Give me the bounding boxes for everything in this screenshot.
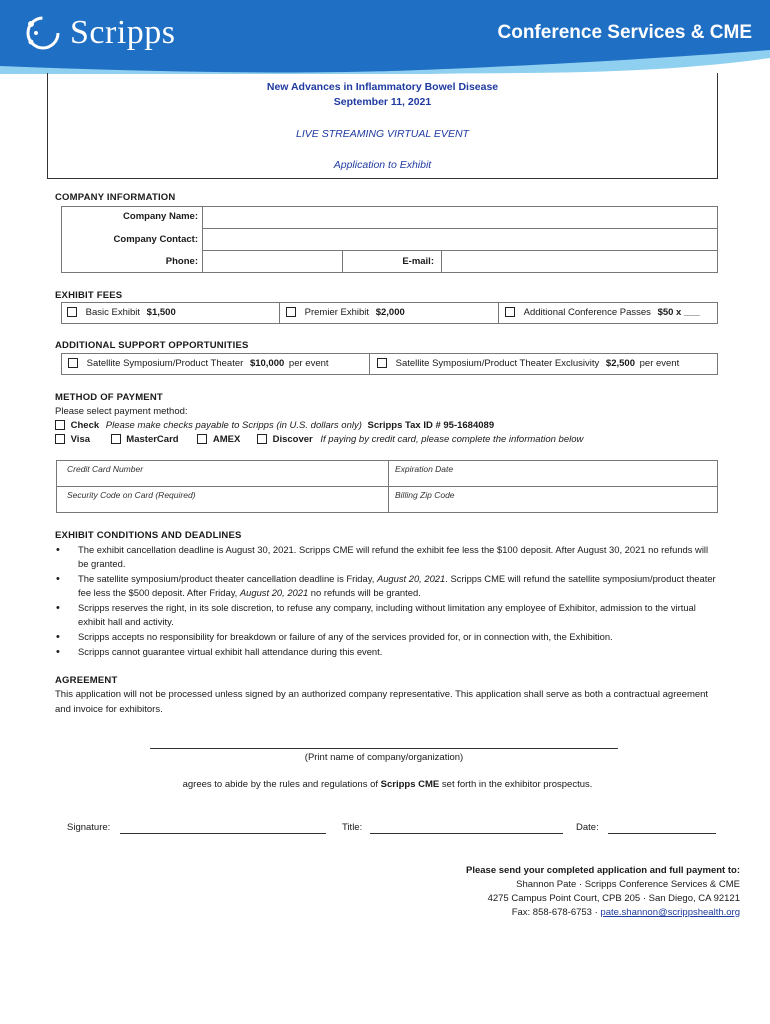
satellite-symposium-suffix: per event xyxy=(288,358,329,369)
condition-text: The satellite symposium/product theater cancellation deadline is Friday, xyxy=(78,573,377,584)
conditions-list xyxy=(55,543,720,660)
satellite-symposium-checkbox[interactable] xyxy=(68,358,78,368)
page-header xyxy=(0,0,770,74)
satellite-exclusivity-option[interactable] xyxy=(377,358,679,369)
abide-text-end: set forth in the exhibitor prospectus. xyxy=(439,779,593,790)
visa-checkbox[interactable] xyxy=(55,434,65,444)
list-item xyxy=(55,601,720,629)
date-label: Date: xyxy=(576,822,599,833)
premier-exhibit-label: Premier Exhibit xyxy=(304,307,370,318)
amex-checkbox[interactable] xyxy=(197,434,207,444)
print-name-caption: (Print name of company/organization) xyxy=(304,752,464,763)
payment-instruction: Please select payment method: xyxy=(55,406,188,417)
signature-line[interactable] xyxy=(120,833,326,834)
amex-label: AMEX xyxy=(212,434,241,445)
event-type: LIVE STREAMING VIRTUAL EVENT xyxy=(296,128,469,140)
company-contact-field[interactable] xyxy=(202,228,718,251)
condition-text: Scripps reserves the right, in its sole discretion, to refuse any company, including without limitation any employee of Exhibitor, admission to the virtual exhibit hall and activity. xyxy=(78,602,696,627)
condition-text: no refunds will be granted. xyxy=(308,587,421,598)
agreement-text: This application will not be processed unless signed by an authorized company representative. This application shall serve as both a contractual agreement and invoice for exhibitors. xyxy=(55,689,709,715)
list-item xyxy=(55,543,720,571)
list-item xyxy=(55,572,720,600)
company-contact-label: Company Contact: xyxy=(113,234,198,245)
card-number-label: Credit Card Number xyxy=(67,464,144,474)
condition-text: Scripps cannot guarantee virtual exhibit hall attendance during this event. xyxy=(78,646,383,657)
condition-date: August 20, 2021 xyxy=(376,573,446,584)
list-item xyxy=(55,645,720,659)
contact-heading: Please send your completed application and full payment to: xyxy=(466,865,740,876)
title-box xyxy=(47,73,718,179)
support-heading: ADDITIONAL SUPPORT OPPORTUNITIES xyxy=(55,340,249,351)
premier-exhibit-price: $2,000 xyxy=(375,307,405,318)
list-item xyxy=(55,630,720,644)
satellite-exclusivity-suffix: per event xyxy=(639,358,680,369)
satellite-exclusivity-label: Satellite Symposium/Product Theater Exclusivity xyxy=(395,358,600,369)
basic-exhibit-option[interactable] xyxy=(67,307,176,318)
scripps-logo-icon xyxy=(22,12,64,54)
contact-line-2: 4275 Campus Point Court, CPB 205 · San Diego, CA 92121 xyxy=(487,893,740,904)
conditions-heading: EXHIBIT CONDITIONS AND DEADLINES xyxy=(55,530,242,541)
company-name-signature-line[interactable] xyxy=(150,748,618,749)
additional-passes-price: $50 x ___ xyxy=(657,307,700,318)
card-type-row xyxy=(55,434,583,445)
header-department-title: Conference Services & CME xyxy=(497,22,752,43)
phone-field[interactable] xyxy=(202,250,343,273)
abide-statement xyxy=(55,779,720,790)
company-name-label: Company Name: xyxy=(123,211,198,222)
abide-text: agrees to abide by the rules and regulations of xyxy=(182,779,381,790)
document-type: Application to Exhibit xyxy=(333,159,432,171)
condition-text: . Scripps CME will refund the satellite symposium/product theater fee less the $500 deposit. After Friday, xyxy=(78,573,716,598)
satellite-symposium-price: $10,000 xyxy=(249,358,285,369)
mastercard-checkbox[interactable] xyxy=(111,434,121,444)
check-label: Check xyxy=(70,420,100,431)
mastercard-label: MasterCard xyxy=(126,434,179,445)
check-note: Please make checks payable to Scripps (in U.S. dollars only) xyxy=(105,420,362,431)
satellite-symposium-option[interactable] xyxy=(68,358,329,369)
abide-org: Scripps CME xyxy=(380,779,440,790)
company-info-heading: COMPANY INFORMATION xyxy=(55,192,176,203)
security-code-label: Security Code on Card (Required) xyxy=(67,490,196,500)
premier-exhibit-checkbox[interactable] xyxy=(286,307,296,317)
check-checkbox[interactable] xyxy=(55,420,65,430)
agreement-heading: AGREEMENT xyxy=(55,675,118,686)
tax-id: Scripps Tax ID # 95-1684089 xyxy=(367,420,495,431)
additional-passes-option[interactable] xyxy=(505,307,700,318)
contact-line-1: Shannon Pate · Scripps Conference Services & CME xyxy=(516,879,740,890)
satellite-exclusivity-price: $2,500 xyxy=(605,358,635,369)
scripps-logo-text: Scripps xyxy=(70,14,176,51)
discover-checkbox[interactable] xyxy=(257,434,267,444)
email-field[interactable] xyxy=(441,250,718,273)
basic-exhibit-checkbox[interactable] xyxy=(67,307,77,317)
basic-exhibit-price: $1,500 xyxy=(146,307,176,318)
discover-label: Discover xyxy=(272,434,313,445)
premier-exhibit-option[interactable] xyxy=(286,307,405,318)
condition-text: The exhibit cancellation deadline is August 30, 2021. Scripps CME will refund the exhibit fee less the $100 deposit. After August 30, 2021 no refunds will be granted. xyxy=(78,544,709,569)
company-name-field[interactable] xyxy=(202,206,718,229)
email-link[interactable]: pate.shannon@scrippshealth.org xyxy=(600,907,740,918)
title-label: Title: xyxy=(342,822,363,833)
additional-passes-label: Additional Conference Passes xyxy=(523,307,651,318)
payment-heading: METHOD OF PAYMENT xyxy=(55,392,163,403)
date-line[interactable] xyxy=(608,833,716,834)
card-note: If paying by credit card, please complete the information below xyxy=(320,434,584,445)
email-label: E-mail: xyxy=(402,256,434,267)
visa-label: Visa xyxy=(70,434,91,445)
fax-text: Fax: 858-678-6753 · xyxy=(511,907,601,918)
title-line[interactable] xyxy=(370,833,563,834)
condition-date: August 20, 2021 xyxy=(239,587,309,598)
phone-label: Phone: xyxy=(165,256,198,267)
condition-text: Scripps accepts no responsibility for breakdown or failure of any of the services provided for, or in connection with, the Exhibition. xyxy=(78,631,613,642)
contact-fax-email xyxy=(512,907,740,918)
check-row xyxy=(55,420,494,431)
satellite-exclusivity-checkbox[interactable] xyxy=(377,358,387,368)
exhibit-fees-heading: EXHIBIT FEES xyxy=(55,290,123,301)
basic-exhibit-label: Basic Exhibit xyxy=(85,307,141,318)
additional-passes-checkbox[interactable] xyxy=(505,307,515,317)
event-name: New Advances in Inflammatory Bowel Disease xyxy=(266,81,499,93)
satellite-symposium-label: Satellite Symposium/Product Theater xyxy=(86,358,244,369)
billing-zip-label: Billing Zip Code xyxy=(395,490,455,500)
signature-label: Signature: xyxy=(67,822,111,833)
event-date: September 11, 2021 xyxy=(333,96,432,108)
expiration-label: Expiration Date xyxy=(395,464,454,474)
